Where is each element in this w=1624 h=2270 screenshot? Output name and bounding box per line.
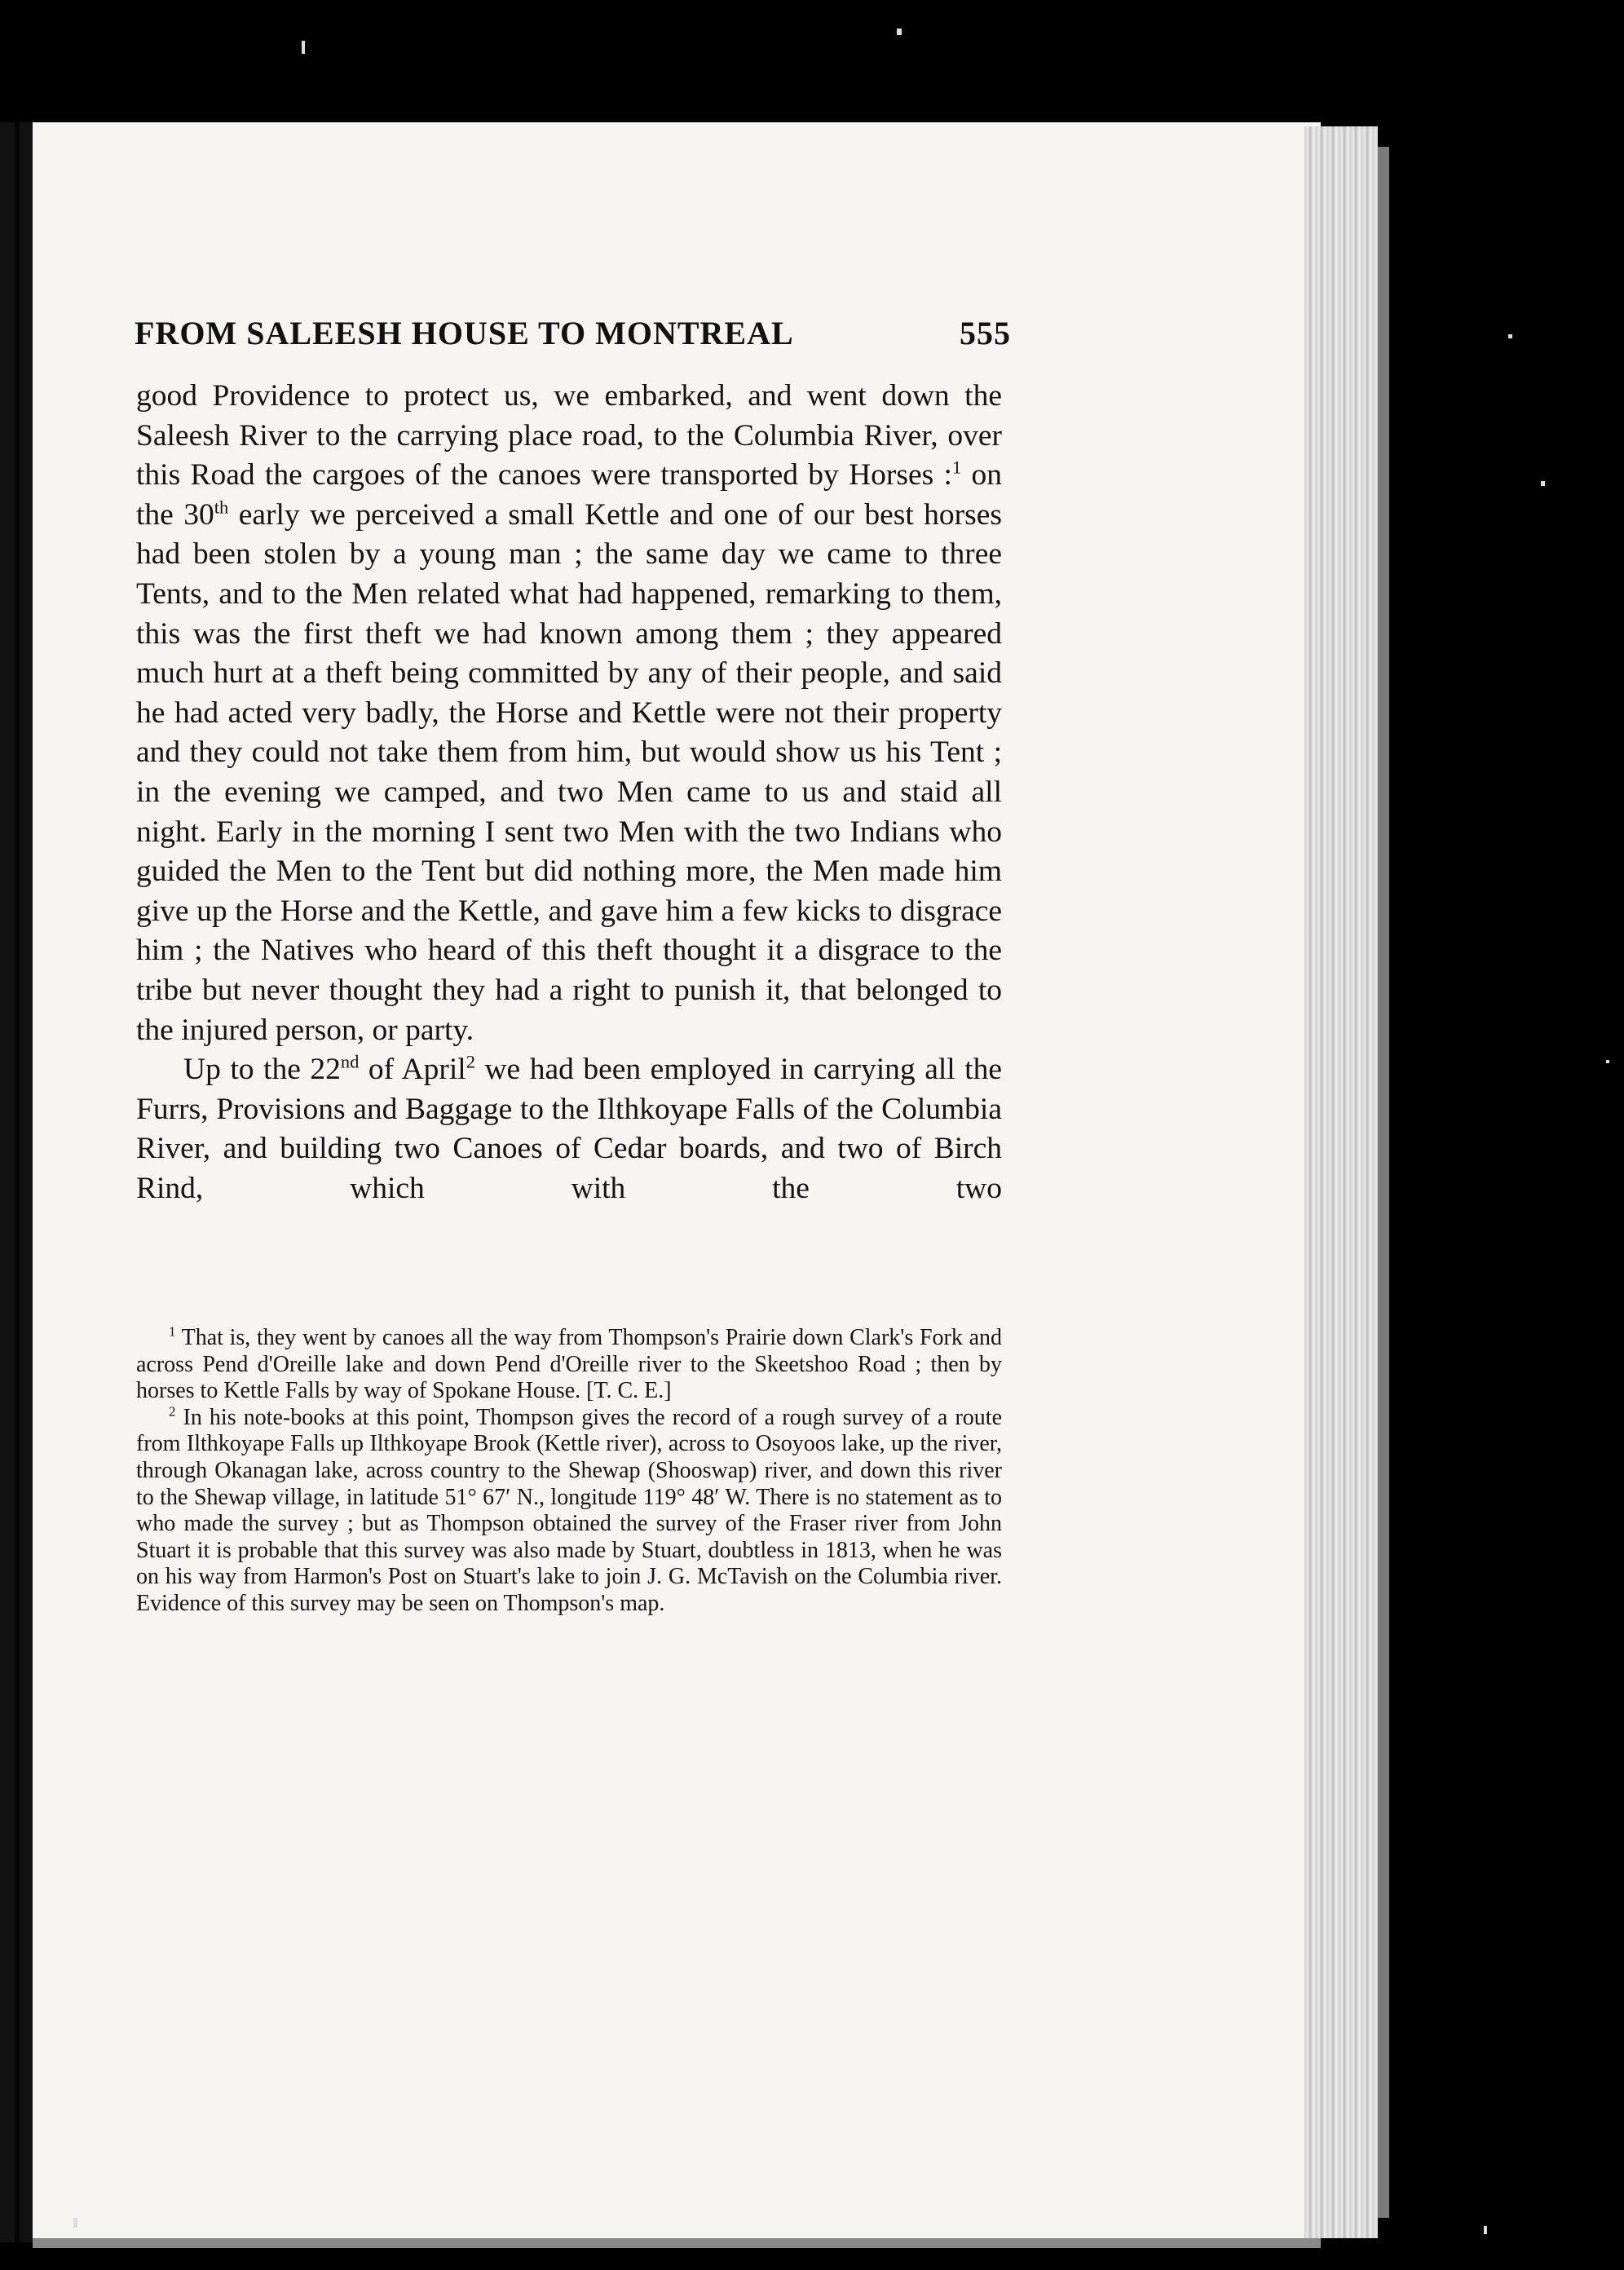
footnote-ref-2: 2 <box>466 1051 475 1072</box>
running-head <box>135 314 1011 352</box>
footnote-2-mark: 2 <box>169 1403 176 1420</box>
footnote-1 <box>136 1325 1002 1405</box>
paragraph-2-text-b: of April <box>359 1053 466 1087</box>
body-text <box>136 377 1002 1208</box>
page-stack-edges <box>1304 126 1378 2238</box>
footnote-ref-1: 1 <box>951 457 962 478</box>
page-bottom-edge <box>33 2238 1321 2248</box>
footnotes <box>136 1325 1002 1618</box>
book-cover-left <box>0 122 36 2242</box>
footnote-1-text: That is, they went by canoes all the way from Thompson's Prairie down Clark's Fork and across Pend d'Oreille lake and down Pend d'Oreille river to the Skeetshoo Road ; then by horses to Kettle Falls by way of Spokane House. [T. C. E.] <box>136 1325 1002 1404</box>
paragraph-2-text-c: we had been employed in carrying all the Furrs, Provisions and Baggage to the Ilthkoyape Falls of the Columbia River, and building two Canoes of Cedar boards, and two of Birch Rind, which with the two <box>136 1053 1002 1205</box>
page-number: 555 <box>960 315 1011 351</box>
paragraph-2-text-a: Up to the 22 <box>183 1053 341 1087</box>
paragraph-1-text-c: early we perceived a small Kettle and one of our best horses had been stolen by a young man ; the same day we came to three Tents, and to the Men related what had happened, remarking to them, this was the first theft we had known among them ; they appeared much hurt at a theft being committed by any of their people, and said he had acted very badly, the Horse and Kettle were not their property and they could not take them from him, but would show us his Tent ; in the evening we camped, and two Men came to us and staid all night. Early in the morning I sent two Men with the two Indians who guided the Men to the Tent but did nothing more, the Men made him give up the Horse and the Kettle, and gave him a few kicks to disgrace him ; the Natives who heard of this theft thought it a disgrace to the tribe but never thought they had a right to punish it, that belonged to the injured person, or party. <box>136 497 1002 1047</box>
footnote-1-mark: 1 <box>169 1323 176 1340</box>
paragraph-2 <box>136 1050 1002 1208</box>
paragraph-1-text-a: good Providence to protect us, we embarked, and went down the Saleesh River to the carrying place road, to the Columbia River, over this Road the cargoes of the canoes were transported by Horses : <box>136 379 1002 492</box>
footnote-2 <box>136 1405 1002 1618</box>
paragraph-1-text-b: on the 30 <box>136 458 1002 532</box>
running-head-title: FROM SALEESH HOUSE TO MONTREAL <box>135 315 794 351</box>
ordinal-th: th <box>214 497 229 518</box>
paragraph-1 <box>136 377 1002 1050</box>
footnote-2-text: In his note-books at this point, Thompson gives the record of a rough survey of a route from Ilthkoyape Falls up Ilthkoyape Brook (Kettle river), across to Osoyoos lake, up the river, through Okanagan lake, across country to the Shewap (Shooswap) river, and down this river to the Shewap village, in latitude 51° 67′ N., longitude 119° 48′ W. There is no statement as to who made the survey ; but as Thompson obtained the survey of the Fraser river from John Stuart it is probable that this survey was also made by Stuart, doubtless in 1813, when he was on his way from Harmon's Post on Stuart's lake to join J. G. McTavish on the Columbia river. Evidence of this survey may be seen on Thompson's map. <box>136 1404 1002 1616</box>
ordinal-nd: nd <box>340 1051 360 1072</box>
page-stack-shadow <box>1378 147 1389 2218</box>
